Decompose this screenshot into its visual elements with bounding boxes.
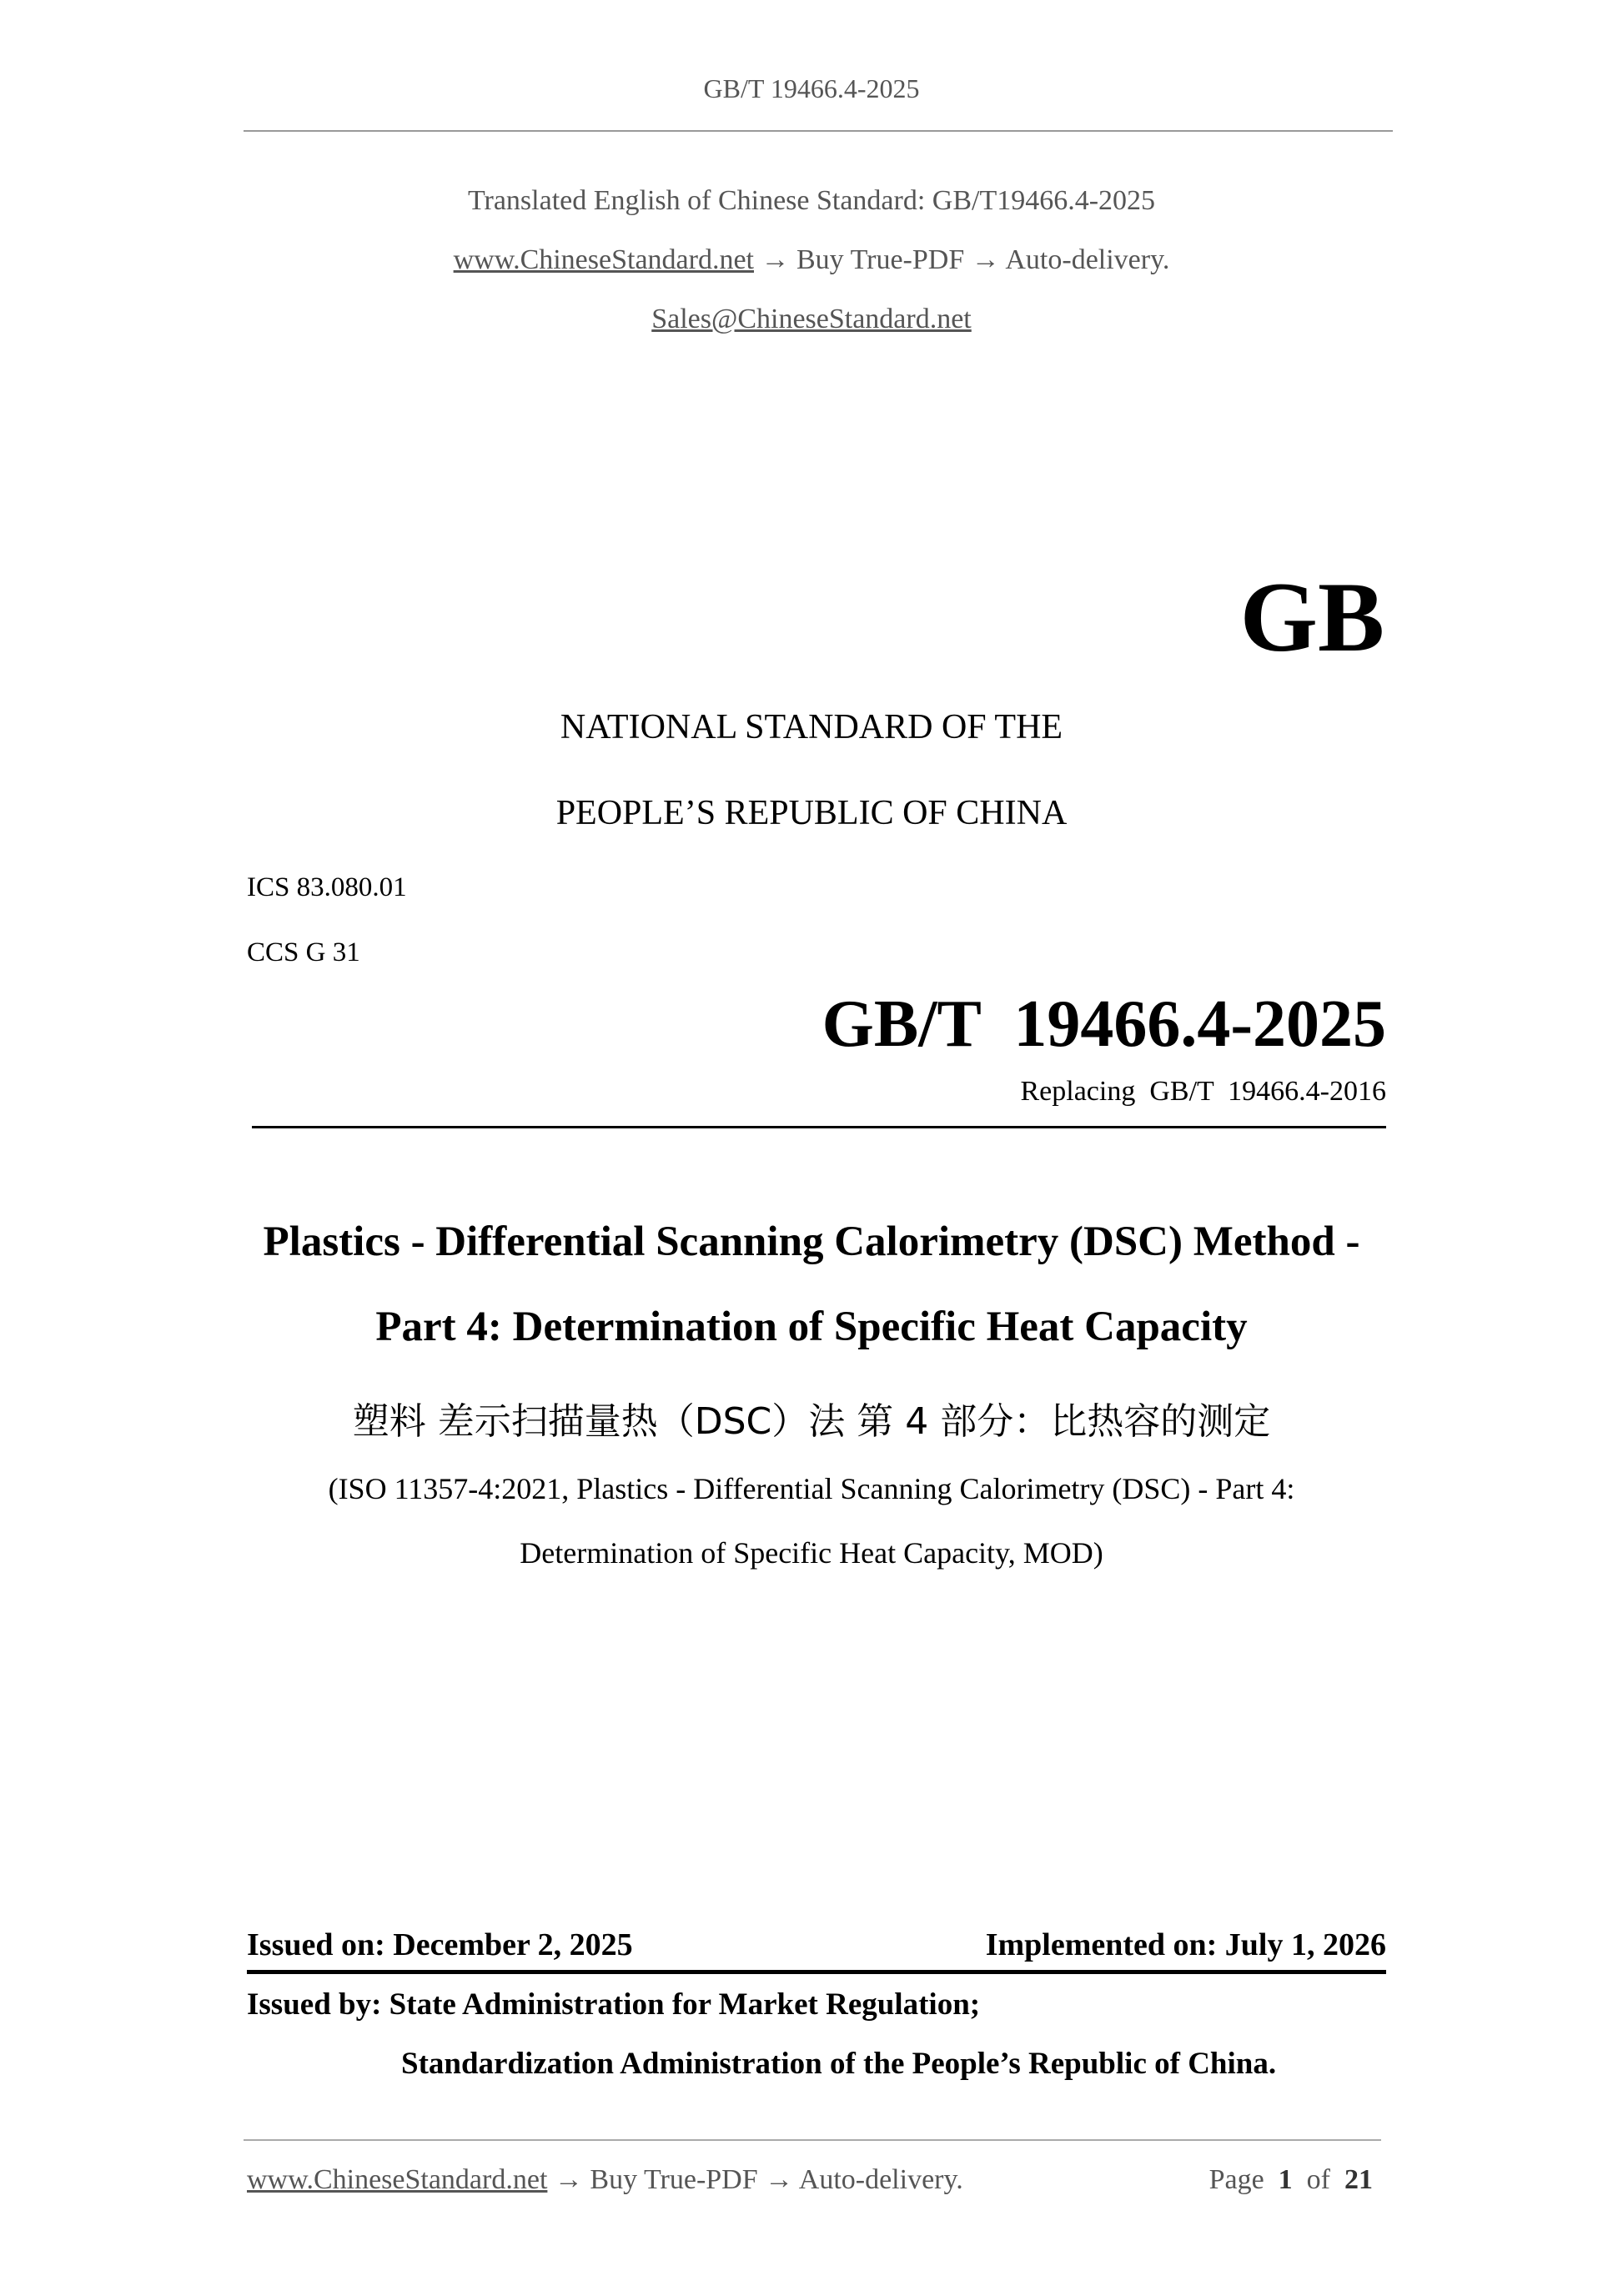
arrow-icon: → (761, 244, 790, 275)
issue-divider (247, 1970, 1386, 1974)
issued-on: Issued on: December 2, 2025 (247, 1927, 633, 1962)
replacing-note: Replacing GB/T 19466.4-2016 (1020, 1076, 1386, 1107)
auto-delivery-text: Auto-delivery. (1005, 244, 1170, 275)
iso-line-1: (ISO 11357-4:2021, Plastics - Differential Scanning Calorimetry (DSC) - Part 4: (328, 1472, 1295, 1505)
national-line-1: NATIONAL STANDARD OF THE (560, 708, 1063, 746)
standard-code: GB/T 19466.4-2025 (822, 987, 1386, 1061)
page-total: 21 (1344, 2164, 1373, 2195)
ccs-code: CCS G 31 (247, 937, 360, 967)
arrow-icon: → (765, 2164, 794, 2195)
title-divider (252, 1126, 1386, 1128)
page-label: Page (1208, 2164, 1264, 2195)
footer-site-link[interactable]: www.ChineseStandard.net (247, 2164, 548, 2195)
issued-by-line-1: Issued by: State Administration for Market Regulation; (247, 1987, 981, 2022)
page-number: 1 (1278, 2164, 1293, 2195)
buy-text: Buy True-PDF (796, 244, 965, 275)
of-label: of (1306, 2164, 1330, 2195)
issued-by-line-2: Standardization Administration of the People’s Republic of China. (401, 2047, 1277, 2081)
promo-line: Translated English of Chinese Standard: GB/T19466.4-2025 (467, 185, 1156, 216)
header-divider (244, 130, 1393, 132)
email-link[interactable]: Sales@ChineseStandard.net (651, 304, 972, 334)
footer-divider (244, 2139, 1381, 2141)
title-line-1: Plastics - Differential Scanning Calorimetry (DSC) Method - (263, 1218, 1360, 1265)
arrow-icon: → (971, 244, 1000, 275)
national-line-2: PEOPLE’S REPUBLIC OF CHINA (555, 794, 1068, 832)
iso-line-2: Determination of Specific Heat Capacity, MOD) (520, 1536, 1103, 1570)
promo-links (0, 244, 1623, 276)
site-link[interactable]: www.ChineseStandard.net (453, 244, 754, 275)
footer-links (247, 2164, 963, 2196)
footer-auto-text: Auto-delivery. (798, 2164, 963, 2195)
footer-buy-text: Buy True-PDF (590, 2164, 758, 2195)
page-indicator (1209, 2164, 1373, 2196)
arrow-icon: → (554, 2164, 583, 2195)
promo-email-row (0, 304, 1623, 335)
ics-code: ICS 83.080.01 (247, 872, 407, 902)
implemented-on: Implemented on: July 1, 2026 (985, 1927, 1386, 1962)
gb-mark: GB (1239, 561, 1384, 672)
running-header: GB/T 19466.4-2025 (703, 73, 920, 103)
title-line-2: Part 4: Determination of Specific Heat Capacity (375, 1304, 1248, 1350)
issue-dates-row (247, 1927, 1386, 1963)
title-chinese: 塑料 差示扫描量热（DSC）法 第 4 部分：比热容的测定 (352, 1400, 1271, 1443)
